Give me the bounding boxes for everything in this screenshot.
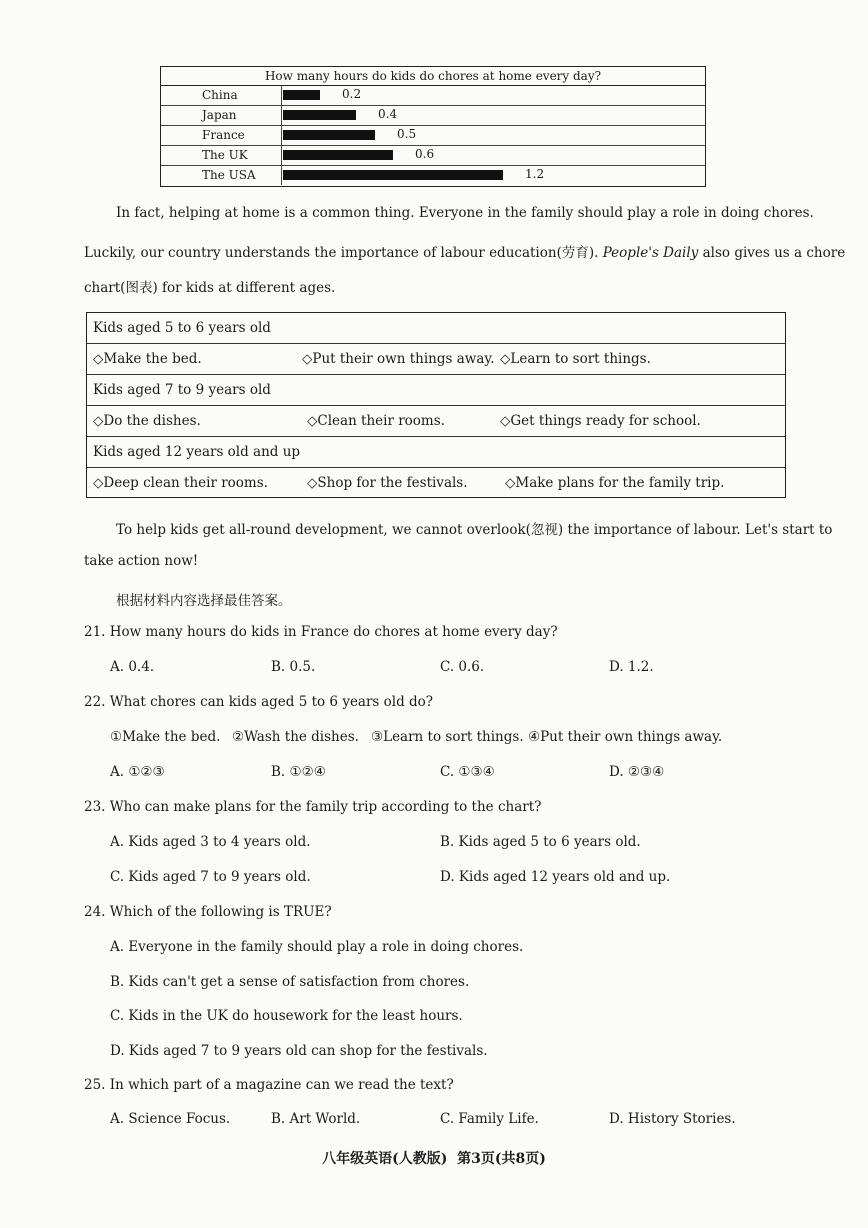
- chore-age-row: [87, 313, 785, 344]
- question-25-stem: 25. In which part of a magazine can we read the text?: [84, 1077, 454, 1093]
- age-group-label: Kids aged 12 years old and up: [93, 444, 301, 460]
- page-footer: 八年级英语(人教版) 第3页(共8页): [322, 1151, 546, 1167]
- chore-age-row: [87, 375, 785, 406]
- chart-category-label: The UK: [161, 145, 282, 165]
- chore-chart-table: [86, 312, 786, 498]
- chart-bar: [283, 110, 356, 120]
- passage-p1-line2-tail: also gives us a chore: [702, 245, 846, 261]
- chart-row: [161, 145, 705, 166]
- q23-option-b: B. Kids aged 5 to 6 years old.: [440, 834, 641, 850]
- q25-option-a: A. Science Focus.: [110, 1111, 231, 1127]
- passage-p1-line2: [84, 241, 845, 261]
- chore-items-row: [87, 406, 785, 437]
- hours-chart: [160, 66, 706, 187]
- q22-item-3: ③Learn to sort things.: [371, 729, 524, 745]
- age-group-label: Kids aged 5 to 6 years old: [93, 320, 271, 336]
- chart-value-label: 0.5: [397, 127, 417, 141]
- newspaper-name: People's Daily: [602, 245, 699, 261]
- q25-option-c: C. Family Life.: [440, 1111, 539, 1127]
- chart-category-label: France: [161, 125, 282, 145]
- chart-row: [161, 105, 705, 126]
- chore-age-row: [87, 437, 785, 468]
- q23-option-c: C. Kids aged 7 to 9 years old.: [110, 869, 311, 885]
- chart-title: How many hours do kids do chores at home every day?: [161, 67, 705, 86]
- chore-item: ◇Shop for the festivals.: [307, 475, 468, 491]
- chore-items-row: [87, 468, 785, 499]
- chart-row: [161, 165, 705, 185]
- q24-option-a: A. Everyone in the family should play a role in doing chores.: [110, 939, 524, 955]
- q21-option-b: B. 0.5.: [271, 659, 316, 675]
- question-22-stem: 22. What chores can kids aged 5 to 6 years old do?: [84, 694, 434, 710]
- passage-p1-line2-text: Luckily, our country understands the importance of labour education(劳育).: [84, 245, 599, 261]
- q24-option-d: D. Kids aged 7 to 9 years old can shop for the festivals.: [110, 1043, 488, 1059]
- chart-bar: [283, 130, 375, 140]
- q25-option-b: B. Art World.: [271, 1111, 361, 1127]
- chart-row: [161, 85, 705, 106]
- q22-item-2: ②Wash the dishes.: [232, 729, 359, 745]
- q24-option-c: C. Kids in the UK do housework for the least hours.: [110, 1008, 463, 1024]
- chore-item: ◇Get things ready for school.: [500, 413, 701, 429]
- chore-item: ◇Make the bed.: [93, 351, 202, 367]
- chart-bar: [283, 150, 393, 160]
- chart-value-label: 1.2: [525, 167, 545, 181]
- passage-p2-line1: To help kids get all-round development, we cannot overlook(忽视) the importance of labour. Let's start to: [116, 522, 833, 538]
- q21-option-a: A. 0.4.: [110, 659, 155, 675]
- passage-p1-line1: In fact, helping at home is a common thing. Everyone in the family should play a role in doing chores.: [116, 205, 814, 221]
- passage-p1-line3: chart(图表) for kids at different ages.: [84, 280, 336, 296]
- chart-row: [161, 125, 705, 146]
- q24-option-b: B. Kids can't get a sense of satisfaction from chores.: [110, 974, 470, 990]
- q23-option-d: D. Kids aged 12 years old and up.: [440, 869, 671, 885]
- chore-item: ◇Do the dishes.: [93, 413, 201, 429]
- chart-value-label: 0.4: [378, 107, 398, 121]
- chore-item: ◇Put their own things away.: [302, 351, 495, 367]
- q22-option-d: D. ②③④: [609, 764, 665, 780]
- q23-option-a: A. Kids aged 3 to 4 years old.: [110, 834, 311, 850]
- q21-option-c: C. 0.6.: [440, 659, 485, 675]
- q22-option-c: C. ①③④: [440, 764, 495, 780]
- chart-bar: [283, 170, 503, 180]
- chart-category-label: Japan: [161, 105, 282, 125]
- passage-p2-line2: take action now!: [84, 553, 199, 569]
- chart-category-label: The USA: [161, 165, 282, 185]
- q22-option-b: B. ①②④: [271, 764, 326, 780]
- chore-item: ◇Learn to sort things.: [500, 351, 651, 367]
- q22-option-a: A. ①②③: [110, 764, 165, 780]
- question-21-stem: 21. How many hours do kids in France do chores at home every day?: [84, 624, 558, 640]
- chart-value-label: 0.2: [342, 87, 362, 101]
- chart-category-label: China: [161, 85, 282, 105]
- chore-item: ◇Deep clean their rooms.: [93, 475, 268, 491]
- instruction: 根据材料内容选择最佳答案。: [116, 593, 292, 609]
- age-group-label: Kids aged 7 to 9 years old: [93, 382, 271, 398]
- question-23-stem: 23. Who can make plans for the family trip according to the chart?: [84, 799, 542, 815]
- chore-items-row: [87, 344, 785, 375]
- chart-bar: [283, 90, 320, 100]
- q21-option-d: D. 1.2.: [609, 659, 654, 675]
- chart-value-label: 0.6: [415, 147, 435, 161]
- question-24-stem: 24. Which of the following is TRUE?: [84, 904, 332, 920]
- chore-item: ◇Clean their rooms.: [307, 413, 445, 429]
- q25-option-d: D. History Stories.: [609, 1111, 736, 1127]
- q22-item-4: ④Put their own things away.: [528, 729, 723, 745]
- q22-item-1: ①Make the bed.: [110, 729, 221, 745]
- chore-item: ◇Make plans for the family trip.: [505, 475, 725, 491]
